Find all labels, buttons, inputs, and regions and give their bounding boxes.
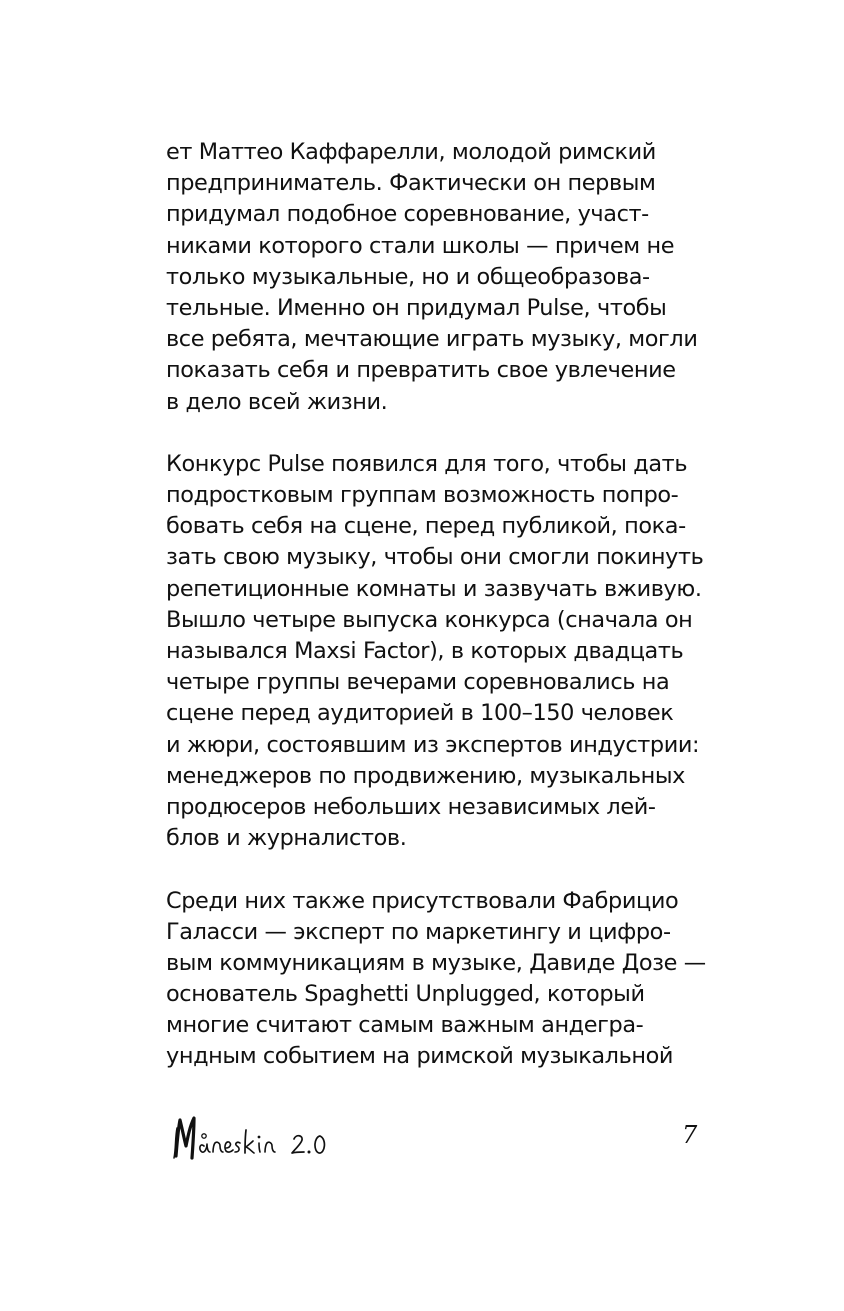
- text-line: назывался Maxsi Factor), в которых двадцать: [166, 638, 684, 664]
- text-line: Галасси — эксперт по маркетингу и цифро-: [166, 918, 671, 945]
- text-line: предприниматель. Фактически он первым: [166, 170, 656, 197]
- text-line: сцене перед аудиторией в 100–150 человек: [166, 700, 674, 727]
- text-line: менеджеров по продвижению, музыкальных: [166, 762, 686, 789]
- text-line: четыре группы вечерами соревновались на: [166, 669, 670, 696]
- text-line: блов и журналистов.: [166, 825, 407, 852]
- paragraph-gap: [166, 418, 706, 449]
- text-line: Среди них также присутствовали Фабрицио: [166, 887, 679, 914]
- text-line: Вышло четыре выпуска конкурса (сначала он: [166, 606, 693, 633]
- text-line: вым коммуникациям в музыке, Давиде Дозе —: [166, 949, 706, 976]
- paragraph: [166, 886, 706, 1073]
- text-line: в дело всей жизни.: [166, 388, 388, 415]
- paragraph: [166, 137, 706, 418]
- text-line: придумал подобное соревнование, участ-: [166, 201, 649, 228]
- book-logo: [170, 1108, 370, 1168]
- paragraph: [166, 449, 706, 854]
- text-line: тельные. Именно он придумал Pulse, чтобы: [166, 294, 667, 321]
- text-line: зать свою музыку, чтобы они смогли покинуть: [166, 544, 704, 571]
- text-line: многие считают самым важным андегра-: [166, 1012, 644, 1039]
- text-line: бовать себя на сцене, перед публикой, пока-: [166, 513, 686, 540]
- text-line: репетиционные комнаты и зазвучать вживую.: [166, 575, 702, 602]
- text-line: продюсеров небольших независимых лей-: [166, 793, 656, 820]
- text-line: все ребята, мечтающие играть музыку, могли: [166, 326, 698, 353]
- page-number: 7: [682, 1121, 698, 1149]
- text-line: ет Маттео Каффарелли, молодой римский: [166, 139, 656, 165]
- paragraph-gap: [166, 854, 706, 885]
- body-text: [166, 137, 706, 1073]
- text-line: основатель Spaghetti Unplugged, который: [166, 981, 645, 1008]
- text-line: подростковым группам возможность попро-: [166, 482, 679, 509]
- text-line: никами которого стали школы — причем не: [166, 232, 675, 259]
- text-line: показать себя и превратить свое увлечение: [166, 357, 676, 384]
- text-line: Конкурс Pulse появился для того, чтобы дать: [166, 450, 688, 477]
- text-line: только музыкальные, но и общеобразова-: [166, 263, 650, 290]
- text-line: и жюри, состоявшим из экспертов индустрии:: [166, 731, 700, 758]
- text-line: ундным событием на римской музыкальной: [166, 1043, 674, 1070]
